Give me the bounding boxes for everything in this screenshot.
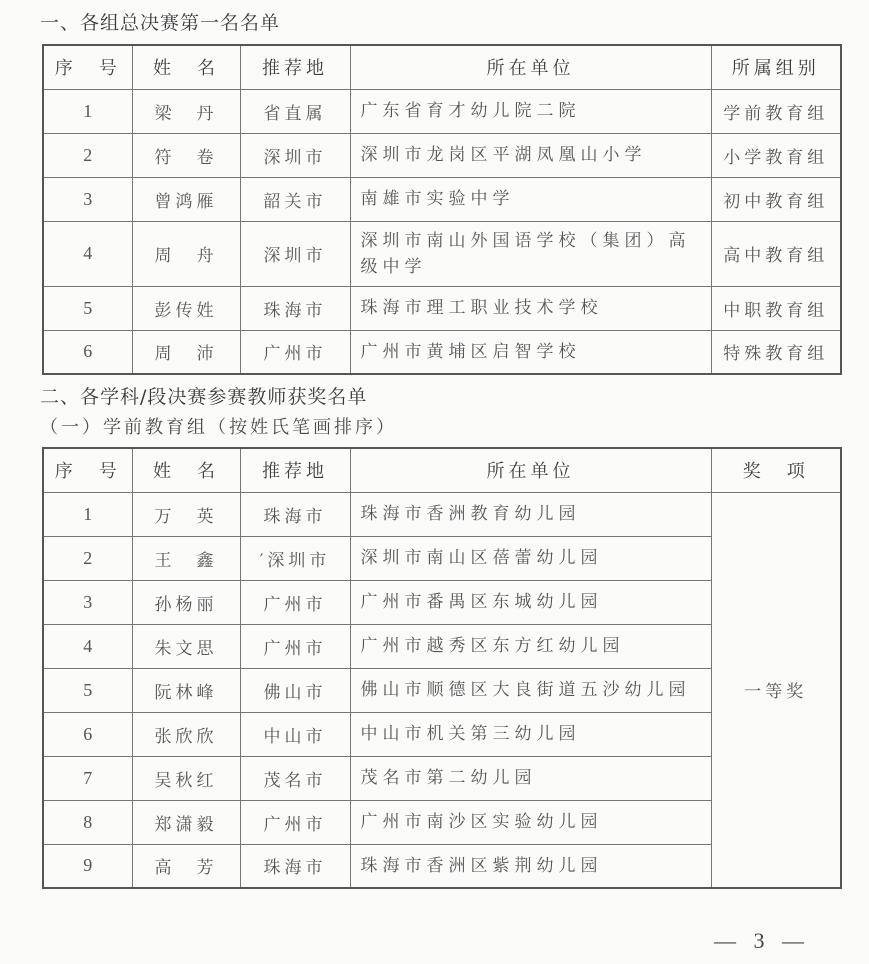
- row-unit: 广州市南沙区实验幼儿园: [350, 800, 711, 844]
- row-number: 4: [43, 624, 132, 668]
- header-region: 推荐地: [240, 45, 350, 89]
- row-region: 省直属: [240, 89, 350, 133]
- table-row: [43, 177, 841, 221]
- row-region: 广州市: [240, 800, 350, 844]
- row-number: 2: [43, 133, 132, 177]
- header-name: 姓 名: [132, 45, 240, 89]
- row-region: 珠海市: [240, 492, 350, 536]
- preschool-awards-table: [42, 447, 842, 889]
- row-name: 梁 丹: [132, 89, 240, 133]
- header-name: 姓 名: [132, 448, 240, 492]
- row-name: 阮林峰: [132, 668, 240, 712]
- row-number: 4: [43, 221, 132, 286]
- table-header-row: [43, 448, 841, 492]
- row-region: 中山市: [240, 712, 350, 756]
- row-unit: 茂名市第二幼儿园: [350, 756, 711, 800]
- row-group: 学前教育组: [711, 89, 841, 133]
- row-name: 高 芳: [132, 844, 240, 888]
- row-unit: 深圳市南山外国语学校（集团）高级中学: [350, 221, 711, 286]
- row-number: 6: [43, 330, 132, 374]
- row-unit: 南雄市实验中学: [350, 177, 711, 221]
- row-region: 广州市: [240, 624, 350, 668]
- row-name: 曾鸿雁: [132, 177, 240, 221]
- table-header-row: [43, 45, 841, 89]
- table-row: [43, 89, 841, 133]
- row-unit: 中山市机关第三幼儿园: [350, 712, 711, 756]
- row-unit: 广州市番禺区东城幼儿园: [350, 580, 711, 624]
- row-region: 茂名市: [240, 756, 350, 800]
- row-number: 9: [43, 844, 132, 888]
- row-number: 7: [43, 756, 132, 800]
- row-name: 彭传姓: [132, 286, 240, 330]
- row-name: 吴秋红: [132, 756, 240, 800]
- header-number: 序 号: [43, 45, 132, 89]
- row-name: 周 舟: [132, 221, 240, 286]
- row-number: 1: [43, 89, 132, 133]
- table-row: [43, 221, 841, 286]
- row-name: 郑潇毅: [132, 800, 240, 844]
- row-group: 初中教育组: [711, 177, 841, 221]
- row-number: 8: [43, 800, 132, 844]
- section1-title: 一、各组总决赛第一名名单: [40, 12, 281, 34]
- row-unit: 珠海市香洲区紫荆幼儿园: [350, 844, 711, 888]
- row-region: 珠海市: [240, 844, 350, 888]
- row-region: 广州市: [240, 330, 350, 374]
- row-name: 孙杨丽: [132, 580, 240, 624]
- row-number: 3: [43, 580, 132, 624]
- row-name: 朱文思: [132, 624, 240, 668]
- section2-title: 二、各学科/段决赛参赛教师获奖名单: [40, 386, 368, 408]
- row-name: 王 鑫: [132, 536, 240, 580]
- table-row: [43, 492, 841, 536]
- header-award: 奖 项: [711, 448, 841, 492]
- row-number: 6: [43, 712, 132, 756]
- first-place-table: [42, 44, 842, 375]
- row-unit: 广东省育才幼儿院二院: [350, 89, 711, 133]
- row-group: 中职教育组: [711, 286, 841, 330]
- header-unit: 所在单位: [350, 448, 711, 492]
- row-number: 5: [43, 668, 132, 712]
- row-unit: 深圳市龙岗区平湖凤凰山小学: [350, 133, 711, 177]
- row-number: 1: [43, 492, 132, 536]
- row-number: 3: [43, 177, 132, 221]
- row-unit: 广州市黄埔区启智学校: [350, 330, 711, 374]
- row-unit: 深圳市南山区蓓蕾幼儿园: [350, 536, 711, 580]
- award-cell: 一等奖: [711, 492, 841, 888]
- row-name: 周 沛: [132, 330, 240, 374]
- row-region: 深圳市: [240, 133, 350, 177]
- row-region: 广州市: [240, 580, 350, 624]
- page-number: — 3 —: [714, 928, 810, 953]
- table-row: [43, 286, 841, 330]
- table-row: [43, 133, 841, 177]
- row-unit: 珠海市理工职业技术学校: [350, 286, 711, 330]
- row-name: 张欣欣: [132, 712, 240, 756]
- row-name: 符 卷: [132, 133, 240, 177]
- row-region: 佛山市: [240, 668, 350, 712]
- row-group: 小学教育组: [711, 133, 841, 177]
- section2-subtitle: （一）学前教育组（按姓氏笔画排序）: [40, 417, 397, 438]
- row-region: ′深圳市: [240, 536, 350, 580]
- row-unit: 珠海市香洲教育幼儿园: [350, 492, 711, 536]
- header-region: 推荐地: [240, 448, 350, 492]
- row-group: 特殊教育组: [711, 330, 841, 374]
- row-group: 高中教育组: [711, 221, 841, 286]
- table-row: [43, 330, 841, 374]
- row-region: 珠海市: [240, 286, 350, 330]
- row-unit: 广州市越秀区东方红幼儿园: [350, 624, 711, 668]
- header-unit: 所在单位: [350, 45, 711, 89]
- row-unit: 佛山市顺德区大良街道五沙幼儿园: [350, 668, 711, 712]
- row-region: 韶关市: [240, 177, 350, 221]
- header-number: 序 号: [43, 448, 132, 492]
- header-group: 所属组别: [711, 45, 841, 89]
- row-name: 万 英: [132, 492, 240, 536]
- row-number: 5: [43, 286, 132, 330]
- row-region: 深圳市: [240, 221, 350, 286]
- row-number: 2: [43, 536, 132, 580]
